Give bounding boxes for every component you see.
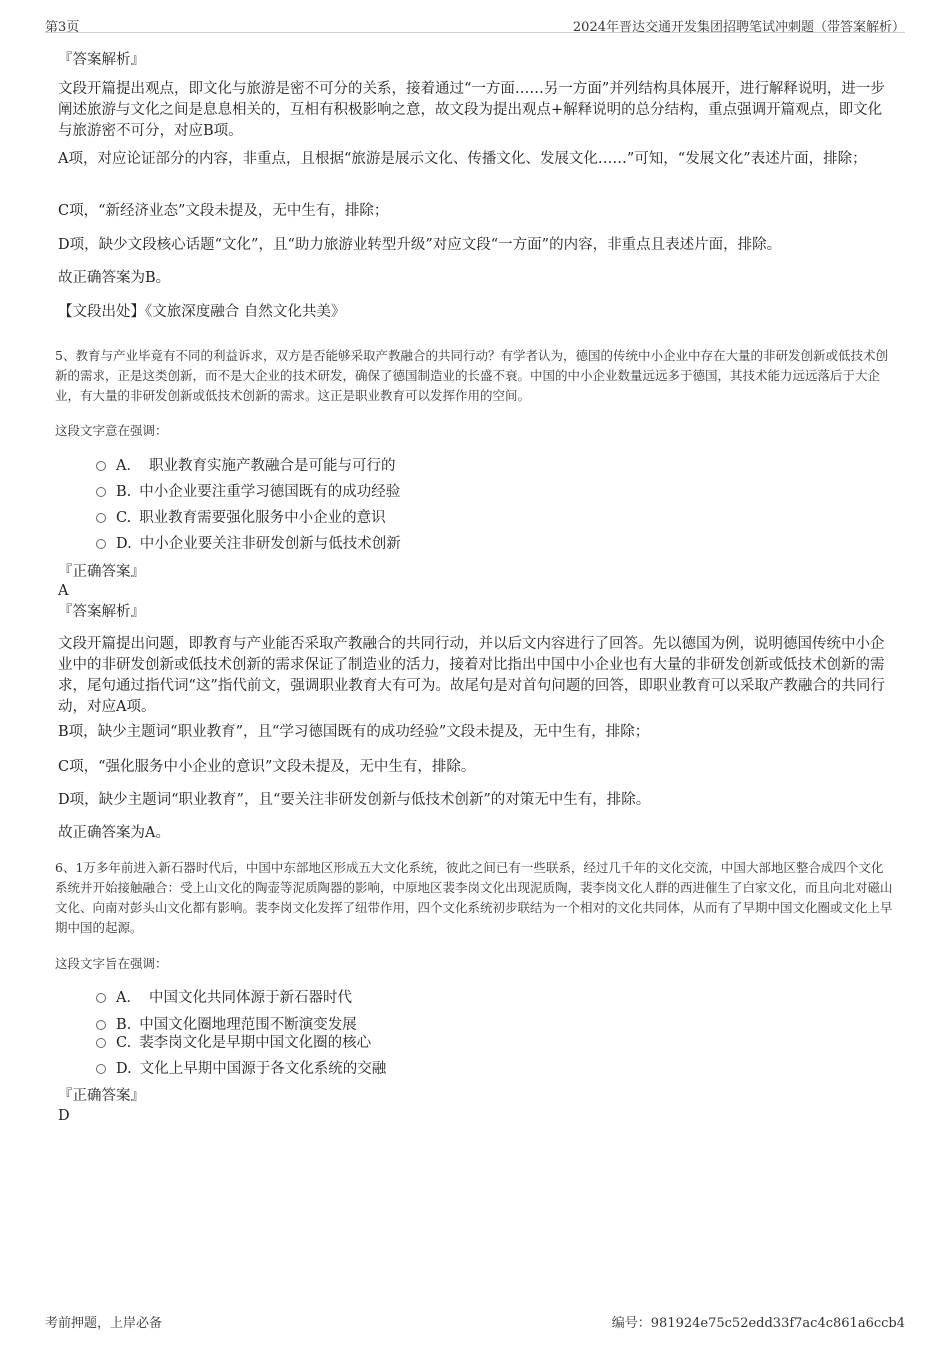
q5-stem: 5、教育与产业毕竟有不同的利益诉求，双方是否能够采取产教融合的共同行动？有学者认为，德国的传统中小企业中存在大量的非研发创新或低技术创新的需求，正是这类创新，而不是大企业的技术研发，确保了德国制造业的长盛不衰。中国的中小企业数量远远多于德国，其技术能力远远落后于大企业，有大量的非研发创新或低技术创新的需求。这正是职业教育可以发挥作用的空间。 [55, 348, 888, 403]
q5-option-c-analysis: C项，“强化服务中小企业的意识”文段未提及，无中生有，排除。 [58, 759, 476, 775]
page-header [45, 14, 905, 33]
footer-slogan: 考前押题，上岸必备 [45, 1316, 163, 1331]
q6-option-b[interactable]: B. 中国文化圈地理范围不断演变发展 [96, 1015, 357, 1035]
q6-option-a[interactable]: A． 中国文化共同体源于新石器时代 [96, 988, 352, 1008]
radio-icon[interactable] [96, 1038, 106, 1048]
q4-analysis-para: 文段开篇提出观点，即文化与旅游是密不可分的关系，接着通过“一方面……另一方面”并列结构具体展开，进行解释说明，进一步阐述旅游与文化之间是息息相关的，互相有积极影响之意，故文段为提出观点+解释说明的总分结构，重点强调开篇观点，即文化与旅游密不可分，对应B项。 [58, 81, 885, 139]
radio-icon[interactable] [96, 1020, 106, 1030]
radio-icon[interactable] [96, 487, 106, 497]
radio-icon[interactable] [96, 1064, 106, 1074]
q5-prompt: 这段文字意在强调： [55, 423, 168, 438]
q4-analysis-label: 『答案解析』 [58, 52, 145, 68]
radio-icon[interactable] [96, 513, 106, 523]
q5-option-a[interactable]: A． 职业教育实施产教融合是可能与可行的 [96, 456, 395, 476]
q5-conclusion: 故正确答案为A。 [58, 825, 170, 841]
q5-answer: A [58, 583, 69, 599]
q6-option-d[interactable]: D. 文化上早期中国源于各文化系统的交融 [96, 1059, 386, 1079]
q6-option-c[interactable]: C. 裴李岗文化是早期中国文化圈的核心 [96, 1033, 371, 1053]
q5-option-d-analysis: D项，缺少主题词“职业教育”，且“要关注非研发创新与低技术创新”的对策无中生有，排除。 [58, 792, 651, 808]
q4-option-a-analysis: A项，对应论证部分的内容，非重点，且根据“旅游是展示文化、传播文化、发展文化……”可知，“发展文化”表述片面，排除； [58, 151, 867, 167]
page-footer [45, 1312, 905, 1330]
q5-option-c[interactable]: C. 职业教育需要强化服务中小企业的意识 [96, 508, 386, 528]
q6-answer-label: 『正确答案』 [58, 1088, 145, 1104]
q5-option-b-analysis: B项，缺少主题词“职业教育”，且“学习德国既有的成功经验”文段未提及，无中生有，排除； [58, 724, 650, 740]
q4-option-d-analysis: D项，缺少文段核心话题“文化”，且“助力旅游业转型升级”对应文段“一方面”的内容，非重点且表述片面，排除。 [58, 237, 782, 253]
q5-answer-label: 『正确答案』 [58, 564, 145, 580]
page-number: 第3页 [45, 20, 80, 35]
q5-analysis-label: 『答案解析』 [58, 604, 145, 620]
radio-icon[interactable] [96, 993, 106, 1003]
q4-option-c-analysis: C项，“新经济业态”文段未提及，无中生有，排除； [58, 203, 389, 219]
document-title: 2024年晋达交通开发集团招聘笔试冲刺题（带答案解析） [572, 20, 905, 35]
document-id: 编号：981924e75c52edd33f7ac4c861a6ccb4 [611, 1316, 905, 1331]
q5-option-b[interactable]: B. 中小企业要注重学习德国既有的成功经验 [96, 482, 400, 502]
radio-icon[interactable] [96, 539, 106, 549]
q6-stem: 6、1万多年前进入新石器时代后，中国中东部地区形成五大文化系统，彼此之间已有一些联系，经过几千年的文化交流，中国大部地区整合成四个文化系统并开始接触融合：受上山文化的陶壶等泥质陶器的影响，中原地区裴李岗文化出现泥质陶，裴李岗文化人群的西进催生了白家文化，而且向北对磁山文化、向南对彭头山文化都有影响。裴李岗文化发挥了纽带作用，四个文化系统初步联结为一个相对的文化共同体，从而有了早期中国文化圈或文化上早期中国的起源。 [55, 860, 893, 935]
radio-icon[interactable] [96, 461, 106, 471]
q6-answer: D [58, 1108, 70, 1124]
q5-analysis: 文段开篇提出问题，即教育与产业能否采取产教融合的共同行动，并以后文内容进行了回答。先以德国为例，说明德国传统中小企业中的非研发创新或低技术创新的需求保证了制造业的活力，接着对比指出中国中小企业也有大量的非研发创新或低技术创新的需求，尾句通过指代词“这”指代前文，强调职业教育大有可为。故尾句是对首句问题的回答，即职业教育可以采取产教融合的共同行动，对应A项。 [58, 636, 885, 715]
q6-prompt: 这段文字旨在强调： [55, 956, 168, 971]
q5-option-d[interactable]: D. 中小企业要关注非研发创新与低技术创新 [96, 534, 401, 554]
q4-conclusion: 故正确答案为B。 [58, 270, 171, 286]
q4-source: 【文段出处】《文旅深度融合 自然文化共美》 [58, 304, 346, 320]
